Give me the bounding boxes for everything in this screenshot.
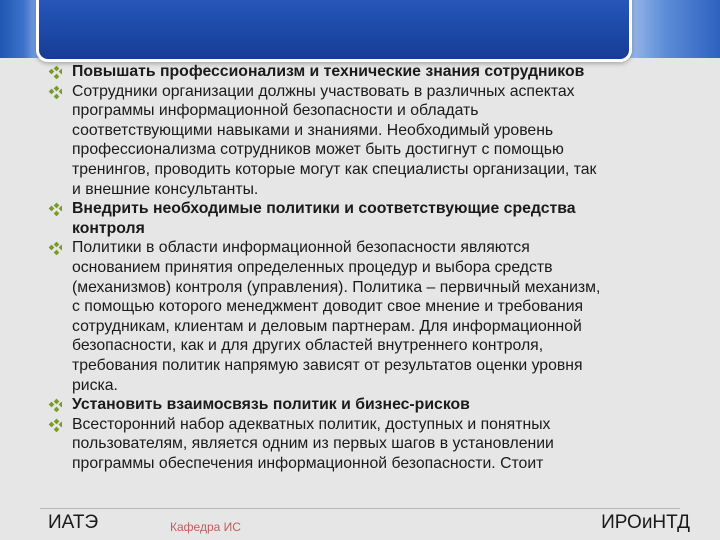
bullet-text-line: (механизмов) контроля (управления). Политика – первичный механизм, <box>72 278 601 296</box>
bullet-text-line: соответствующими навыками и знаниями. Необходимый уровень <box>72 121 554 139</box>
bullet-item <box>48 395 688 415</box>
bullet-text-line: Установить взаимосвязь политик и бизнес-рисков <box>72 396 470 414</box>
bullet-text-line: с помощью которого менеджмент доводит свое мнение и требования <box>72 298 584 316</box>
header-decoration-left <box>0 0 40 58</box>
bullet-text-line: тренингов, проводить которые могут как специалисты организации, так <box>72 160 597 178</box>
bullet-text-line: основанием принятия определенных процедур и выбора средств <box>72 258 553 276</box>
bullet-text-line: пользователям, является одним из первых шагов в установлении <box>72 435 554 453</box>
header-decoration-right <box>630 0 720 58</box>
diamond-bullet-icon <box>48 398 62 412</box>
footer-right-label: ИРОиНТД <box>601 512 690 533</box>
bullet-item <box>48 238 688 395</box>
bullet-text-line: профессионализма сотрудников может быть достигнут с помощью <box>72 141 564 159</box>
footer-left-label: ИАТЭ <box>48 512 99 533</box>
bullet-item <box>48 199 688 238</box>
bullet-text-line: Сотрудники организации должны участвовать в различных аспектах <box>72 82 575 100</box>
diamond-bullet-icon <box>48 202 62 216</box>
bullet-text-line: сотрудникам, клиентам и деловым партнерам. Для информационной <box>72 317 582 335</box>
bullet-text-line: программы информационной безопасности и обладать <box>72 102 479 120</box>
bullet-text-line: требования политик напрямую зависят от результатов оценки уровня <box>72 356 583 374</box>
bullet-text-line: Повышать профессионализм и технические знания сотрудников <box>72 63 585 80</box>
diamond-bullet-icon <box>48 241 62 255</box>
footer-center-label: Кафедра ИС <box>170 520 241 534</box>
slide-title-bar <box>36 0 632 62</box>
bullet-text-line: и внешние консультанты. <box>72 180 259 198</box>
bullet-text-line: программы обеспечения информационной безопасности. Стоит <box>72 454 544 472</box>
bullet-item <box>48 82 688 200</box>
bullet-text-line: Политики в области информационной безопасности являются <box>72 239 530 257</box>
bullet-text-line: Всесторонний набор адекватных политик, доступных и понятных <box>72 415 551 433</box>
bullet-text-line: безопасности, как и для других областей внутреннего контроля, <box>72 337 544 355</box>
bullet-item <box>48 62 688 82</box>
bullet-text-line: контроля <box>72 219 145 237</box>
bullet-text-line: Внедрить необходимые политики и соответствующие средства <box>72 200 576 218</box>
bullet-text-line: риска. <box>72 376 118 394</box>
diamond-bullet-icon <box>48 65 62 79</box>
slide-content <box>48 62 688 473</box>
diamond-bullet-icon <box>48 85 62 99</box>
footer-divider <box>40 508 680 509</box>
slide-footer <box>0 500 720 540</box>
bullet-item <box>48 415 688 474</box>
diamond-bullet-icon <box>48 418 62 432</box>
